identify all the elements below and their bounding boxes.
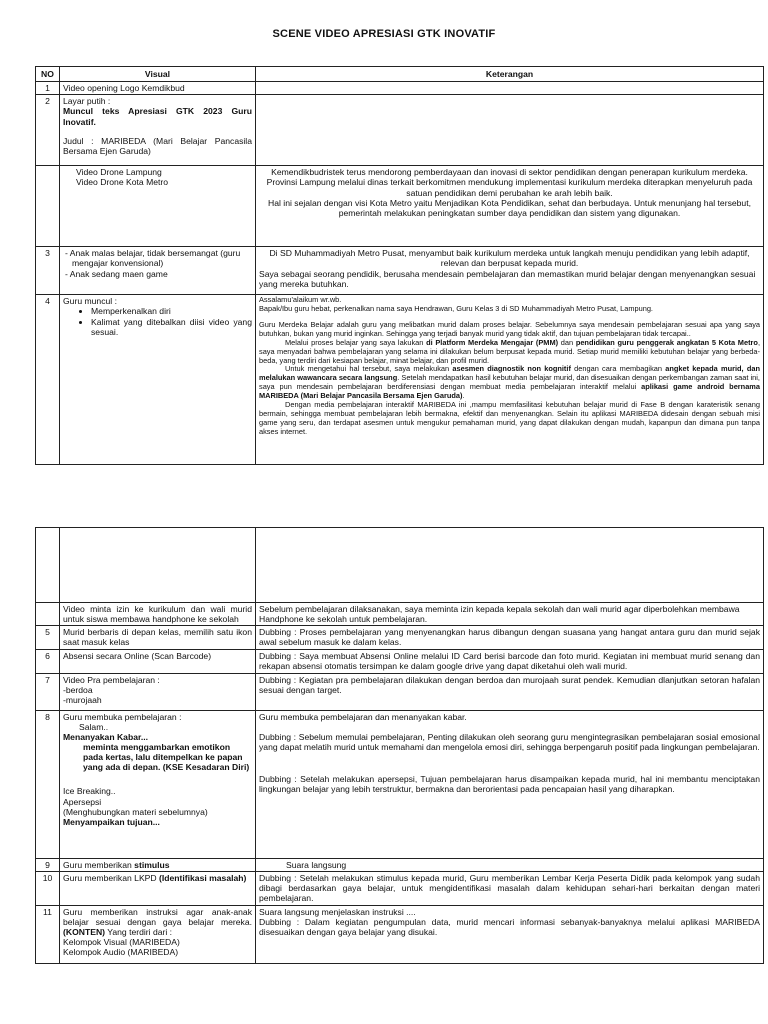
- row-number: 6: [36, 649, 60, 673]
- visual-line: Menyampaikan tujuan...: [63, 816, 160, 827]
- list-item: - Anak sedang maen game: [65, 268, 168, 279]
- keterangan-line: Provinsi Lampung melalui dinas terkait berkomitmen mendukung implementasi kurikulum merdeka diterapkan menyeluruh pada satuan pendidikan demi perubahan ke arah lebih baik.: [266, 177, 753, 198]
- keterangan-cell: [256, 82, 764, 95]
- visual-line: Video Drone Lampung: [76, 167, 162, 178]
- row-number: 4: [36, 295, 60, 465]
- visual-line: (Menghubungkan materi sebelumnya): [63, 806, 208, 817]
- table-row: [36, 673, 764, 710]
- visual-line: Guru muncul :: [63, 296, 117, 307]
- visual-cell: Guru memberikan stimulus: [60, 858, 256, 871]
- list-item: • Kalimat yang ditebalkan diisi video yang sesuai.: [91, 317, 252, 337]
- table-row: [36, 626, 764, 649]
- visual-line: Kelompok Audio (MARIBEDA): [63, 947, 179, 958]
- visual-line: Apersepsi: [63, 796, 102, 807]
- visual-cell: [60, 166, 256, 247]
- empty-cell: [36, 528, 60, 603]
- keterangan-cell: Dubbing : Setelah melakukan stimulus kepada murid, Guru memberikan Lembar Kerja Peserta Didik pada kelompok yang sudah dibagi berdasarkan gaya belajar, untuk mengidentifikasi masalah dalam kehidupan sehari-hari berkaitan dengan materi pembelajaran.: [256, 871, 764, 905]
- row-number: 5: [36, 626, 60, 649]
- visual-line: Salam..: [79, 721, 109, 732]
- keterangan-line: Kemendikbudristek terus mendorong pemberdayaan dan inovasi di sektor pendidikan dengan penerapan kurikulum merdeka.: [271, 167, 748, 178]
- list-item: - Anak malas belajar, tidak bersemangat (guru mengajar konvensional): [65, 248, 241, 269]
- visual-cell: [60, 247, 256, 295]
- keterangan-cell: Dubbing : Saya membuat Absensi Online melalui ID Card berisi barcode dan foto murid. Kegiatan ini membuat murid senang dan rekapan absensi otomatis tersimpan ke dalam google drive yang dapat diketahui oleh wali murid.: [256, 649, 764, 673]
- visual-line: -berdoa: [63, 684, 93, 695]
- visual-line: Judul : MARIBEDA (Mari Belajar Pancasila Bersama Ejen Garuda): [63, 135, 252, 156]
- visual-cell: Video opening Logo Kemdikbud: [60, 82, 256, 95]
- row-number: [36, 166, 60, 247]
- visual-cell: Video minta izin ke kurikulum dan wali murid untuk siswa membawa handphone ke sekolah: [60, 603, 256, 626]
- keterangan-cell: [256, 295, 764, 465]
- keterangan-line: Melalui proses belajar yang saya lakukan di Platform Merdeka Mengajar (PMM) dan pendidikan guru penggerak angkatan 5 Kota Metro, saya menyadari bahwa pembelajaran yang selama ini dilakukan belum berpusat kepada murid. Setiap murid memiliki kebutuhan belajar yang berbeda-beda, yang terdiri dari kesiapan belajar, minat belajar, dan profil murid.: [259, 337, 760, 365]
- keterangan-line: Di SD Muhammadiyah Metro Pusat, menyambut baik kurikulum merdeka untuk langkah menuju pendidikan yang lebih adaptif, relevan dan berpusat kepada murid.: [269, 248, 750, 269]
- visual-line: Ice Breaking..: [63, 786, 116, 797]
- visual-line: Kelompok Visual (MARIBEDA): [63, 937, 180, 948]
- table-row: [36, 710, 764, 858]
- visual-cell: [60, 673, 256, 710]
- row-number: 7: [36, 673, 60, 710]
- keterangan-cell: Suara langsung: [256, 858, 764, 871]
- visual-cell: Guru memberikan LKPD (Identifikasi masalah): [60, 871, 256, 905]
- keterangan-cell: [256, 166, 764, 247]
- row-number: 2: [36, 95, 60, 166]
- header-no: NO: [36, 67, 60, 82]
- empty-cell: [256, 528, 764, 603]
- row-number: 1: [36, 82, 60, 95]
- keterangan-line: Guru membuka pembelajaran dan menanyakan kabar.: [259, 711, 467, 722]
- table-row: [36, 905, 764, 963]
- keterangan-cell: [256, 905, 764, 963]
- table-row: [36, 858, 764, 871]
- visual-line: Muncul teks Apresiasi GTK 2023 Guru Inovatif.: [63, 106, 252, 127]
- table-row: [36, 649, 764, 673]
- table-row: [36, 603, 764, 626]
- visual-cell: [60, 905, 256, 963]
- keterangan-cell: [256, 247, 764, 295]
- table-row: [36, 82, 764, 95]
- keterangan-line: Suara langsung menjelaskan instruksi ....: [259, 906, 416, 917]
- header-visual: Visual: [60, 67, 256, 82]
- keterangan-line: Saya sebagai seorang pendidik, berusaha mendesain pembelajaran dan memastikan murid belajar dengan menyenangkan sesuai yang mereka butuhkan.: [259, 268, 756, 289]
- row-number: 8: [36, 710, 60, 858]
- keterangan-line: Bapak/Ibu guru hebat, perkenalkan nama saya Hendrawan, Guru Kelas 3 di SD Muhammadiyah Metro Pusat, Lampung.: [259, 304, 653, 314]
- visual-cell: [60, 95, 256, 166]
- table-row: [36, 295, 764, 465]
- visual-cell: Absensi secara Online (Scan Barcode): [60, 649, 256, 673]
- table-header-row: [36, 67, 764, 82]
- row-number: 9: [36, 858, 60, 871]
- keterangan-line: Untuk mengetahui hal tersebut, saya melakukan asesmen diagnostik non kognitif dengan cara membagikan angket kepada murid, dan melalukan wawancara secara langsung. Setelah mendapatkan hasil kebutuhan belajar murid, dan disesuaikan dengan perkembangan zaman saat ini, saya pun mendesain pembelajaran berdiferensiasi dengan membuat media pembelajaran interaktif melalui aplikasi game android bernama MARIBEDA (Mari Belajar Pancasila Bersama Ejen Garuda).: [259, 364, 760, 401]
- keterangan-cell: Sebelum pembelajaran dilaksanakan, saya meminta izin kepada kepala sekolah dan wali murid agar diperbolehkan membawa Handphone ke sekolah untuk pembelajaran.: [256, 603, 764, 626]
- keterangan-line: Dubbing : Setelah melakukan apersepsi, Tujuan pembelajaran harus disampaikan kepada murid, hal ini membantu menciptakan lingkungan belajar yang lebih terstruktur, bermakna dan berorientasi pada pencapaian hasil yang diharapkan.: [259, 773, 760, 795]
- scene-table-2: [35, 527, 764, 964]
- keterangan-line: Assalamu'alaikum wr.wb.: [259, 295, 342, 305]
- row-number: [36, 603, 60, 626]
- empty-cell: [60, 528, 256, 603]
- keterangan-line: Guru Merdeka Belajar adalah guru yang melibatkan murid dalam proses belajar. Sebelumnya saya mendesain pembelajaran sesuai apa yang saya butuhkan, bukan yang murid inginkan. Sehingga yang terjadi banyak murid yang tidak aktif, dan tujuan pembelajaran tidak tercapai..: [259, 320, 760, 338]
- row-number: 10: [36, 871, 60, 905]
- keterangan-line: Hal ini sejalan dengan visi Kota Metro yaitu Menjadikan Kota Pendidikan, sehat dan berbudaya. Untuk menunjang hal tersebut, pemerintah melakukan peningkatan sumber daya pendidikan dan sistem yang digunakan.: [268, 197, 751, 218]
- document-title: SCENE VIDEO APRESIASI GTK INOVATIF: [272, 28, 496, 40]
- visual-line: Layar putih :: [63, 96, 111, 107]
- keterangan-line: Dengan media pembelajaran interaktif MARIBEDA ini ,mampu memfasilitasi kebutuhan belajar murid di Fase B dengan karateristik senang bermain, sehingga membuat pembelajaran lebih bermakna, efektif dan menyenangkan. Selain itu aplikasi MARIBEDA didesain dengan sebuah misi game yang seru, dan terdapat asesmen untuk mengukur pemahaman murid, yang dapat dilakukan dengan mudah, kapanpun dan dimana pun tanpa akses internet.: [259, 399, 760, 436]
- visual-cell: [60, 295, 256, 465]
- header-keterangan: Keterangan: [256, 67, 764, 82]
- list-item: • Memperkenalkan diri: [91, 306, 252, 316]
- keterangan-cell: [256, 710, 764, 858]
- visual-cell: Murid berbaris di depan kelas, memilih satu ikon saat masuk kelas: [60, 626, 256, 649]
- visual-line: meminta menggambarkan emotikon pada kertas, lalu ditempelkan ke papan yang ada di depan. (KSE Kesadaran Diri): [83, 741, 250, 773]
- keterangan-cell: [256, 95, 764, 166]
- table-row: [36, 871, 764, 905]
- table-row: [36, 247, 764, 295]
- visual-line: Video Drone Kota Metro: [76, 177, 169, 188]
- scene-table-1: [35, 66, 764, 465]
- table-row-empty: [36, 528, 764, 603]
- keterangan-line: Dubbing : Dalam kegiatan pengumpulan data, murid mencari informasi sebanyak-banyaknya melalui aplikasi MARIBEDA disesuaikan dengan gaya belajar yang disukai.: [259, 916, 760, 937]
- table-row: [36, 166, 764, 247]
- visual-line: -murojaah: [63, 694, 102, 705]
- keterangan-line: Dubbing : Sebelum memulai pembelajaran, Penting dilakukan oleh seorang guru mengintegrasikan pembelajaran sosial emosional yang dapat melatih murid untuk memahami dan mengelola emosi diri, sehingga berpengaruh positif pada lingkungan pembelajaran.: [259, 731, 760, 752]
- visual-line: Video Pra pembelajaran :: [63, 674, 160, 685]
- table-row: [36, 95, 764, 166]
- visual-cell: [60, 710, 256, 858]
- keterangan-cell: Dubbing : Proses pembelajaran yang menyenangkan harus dibangun dengan suasana yang hangat antara guru dan murid sejak awal sebelum masuk ke dalam kelas.: [256, 626, 764, 649]
- visual-line: Guru membuka pembelajaran :: [63, 711, 182, 722]
- visual-line: Guru memberikan instruksi agar anak-anak belajar sesuai dengan gaya belajar mereka. (KONTEN) Yang terdiri dari :: [63, 906, 252, 937]
- row-number: 3: [36, 247, 60, 295]
- visual-line: Menanyakan Kabar...: [63, 731, 149, 742]
- keterangan-cell: Dubbing : Kegiatan pra pembelajaran dilakukan dengan berdoa dan murojaah surat pendek. Kemudian dlanjutkan setoran hafalan sesuai dengan target.: [256, 673, 764, 710]
- row-number: 11: [36, 905, 60, 963]
